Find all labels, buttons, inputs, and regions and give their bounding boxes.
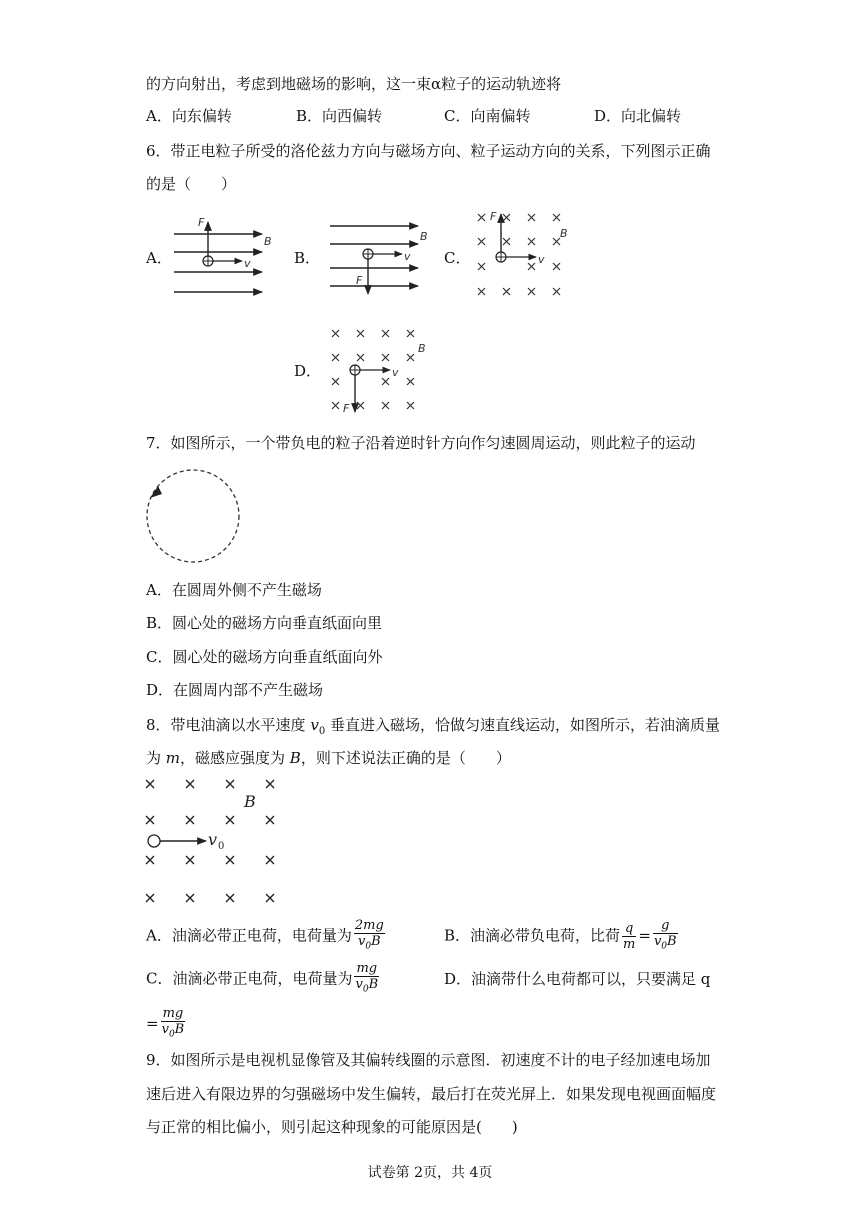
q8-fig-b-label: B (244, 792, 256, 811)
q6d-v-label: v (392, 366, 399, 379)
q6d-f-label: F (343, 402, 350, 415)
q5-option-d: D．向北偏转 (594, 107, 682, 125)
q5-option-b: B．向西偏转 (296, 107, 383, 125)
q6a-b-label: B (264, 235, 272, 248)
q6b-v-label: v (404, 250, 411, 263)
q8-b-ratio: $\frac{q}{m}$ (623, 920, 636, 952)
q8-stem-line2: 为 m，磁感应强度为 B，则下述说法正确的是（ ） (146, 749, 511, 767)
q7-stem: 7．如图所示，一个带负电的粒子沿着逆时针方向作匀速圆周运动，则此粒子的运动 (146, 434, 696, 452)
q6-label-d: D． (294, 362, 322, 380)
q6d-b-label: B (418, 342, 426, 355)
q8-option-d-formula: = $\frac{mg}{v_0B}$ (146, 1006, 187, 1043)
q7-option-c: C．圆心处的磁场方向垂直纸面向外 (146, 648, 383, 666)
q8-option-a: A．油滴必带正电荷，电荷量为 $\frac{2mg}{v_0B}$ (146, 918, 387, 955)
q6-label-c: C． (444, 249, 471, 267)
q8-stem-line1: 8．带电油滴以水平速度 $v_0$ 垂直进入磁场，恰做匀速直线运动，如图所示，若油滴质量 (146, 716, 720, 737)
q6-label-b: B． (294, 249, 321, 267)
q8-fig-v-label: v (208, 830, 218, 849)
q9-stem-line3: 与正常的相比偏小，则引起这种现象的可能原因是( ) (146, 1118, 518, 1136)
q8-option-c: C．油滴必带正电荷，电荷量为 $\frac{mg}{v_0B}$ (146, 961, 381, 998)
q8-d-fraction: $\frac{mg}{v_0B}$ (161, 1006, 185, 1040)
q6-figure-a (170, 212, 280, 302)
q8-option-b: B．油滴必带负电荷，比荷 $\frac{q}{m}$ = $\frac{g}{v_0B}$ (444, 918, 680, 955)
q6c-b-label: B (560, 227, 568, 240)
q6c-f-label: F (490, 210, 497, 223)
q6b-f-label: F (356, 274, 363, 287)
q5-stem-continuation: 的方向射出，考虑到地磁场的影响，这一束α粒子的运动轨迹将 (146, 75, 562, 93)
q6-figure-c (474, 208, 584, 304)
q6-stem-line1: 6．带正电粒子所受的洛伦兹力方向与磁场方向、粒子运动方向的关系，下列图示正确 (146, 142, 711, 160)
q8-b-fraction: $\frac{g}{v_0B}$ (653, 918, 677, 952)
q6b-b-label: B (420, 230, 428, 243)
q7-option-b: B．圆心处的磁场方向垂直纸面向里 (146, 614, 383, 632)
q8-fig-v-sub: 0 (218, 841, 225, 852)
q6a-v-label: v (244, 257, 251, 270)
q7-circle-figure (146, 468, 246, 568)
q8-option-d: D．油滴带什么电荷都可以，只要满足 q (444, 970, 711, 988)
q6-figure-b (326, 220, 436, 300)
q9-stem-line1: 9．如图所示是电视机显像管及其偏转线圈的示意图．初速度不计的电子经加速电场加 (146, 1051, 711, 1069)
q9-stem-line2: 速后进入有限边界的匀强磁场中发生偏转，最后打在荧光屏上．如果发现电视画面幅度 (146, 1085, 717, 1103)
q6-stem-line2: 的是（ ） (146, 175, 237, 193)
q5-option-a: A．向东偏转 (146, 107, 232, 125)
q6-figure-d (330, 326, 440, 418)
q6c-v-label: v (538, 253, 545, 266)
q8-c-fraction: $\frac{mg}{v_0B}$ (355, 961, 379, 995)
q8-a-fraction: $\frac{2mg}{v_0B}$ (354, 918, 384, 952)
page-footer: 试卷第 2页，共 4页 (367, 1165, 493, 1181)
q6a-f-label: F (198, 216, 205, 229)
q7-option-a: A．在圆周外侧不产生磁场 (146, 581, 322, 599)
q5-option-c: C．向南偏转 (444, 107, 531, 125)
q8-field-figure (146, 778, 286, 908)
q6-label-a: A． (146, 249, 172, 267)
q7-option-d: D．在圆周内部不产生磁场 (146, 681, 324, 699)
